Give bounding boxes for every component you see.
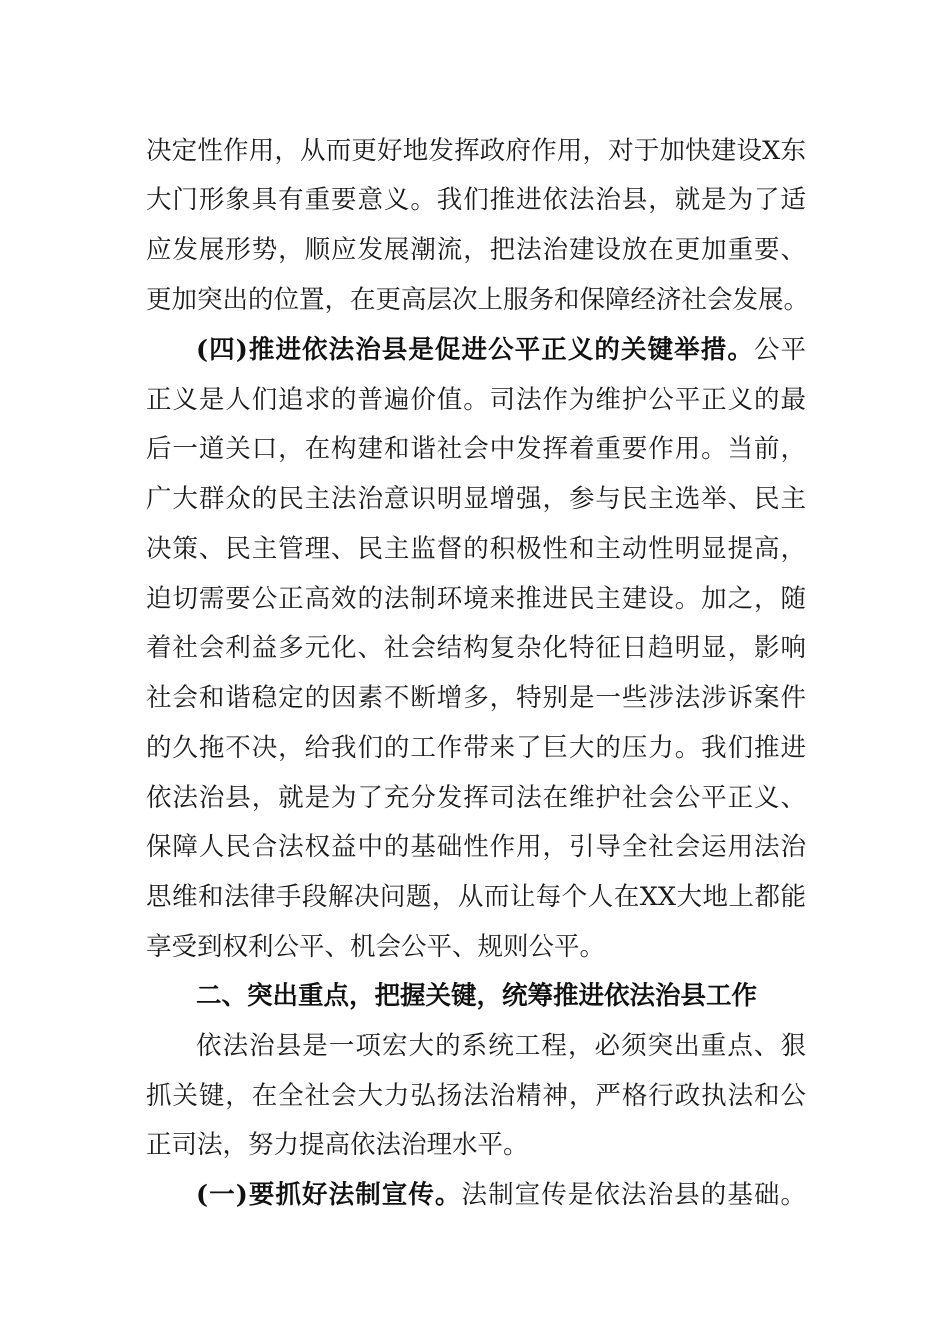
paragraph-2-line-2: 正义是人们追求的普遍价值。司法作为维护公平正义的最 <box>146 385 806 415</box>
paragraph-2-line-11: 保障人民合法权益中的基础性作用，引导全社会运用法治 <box>146 832 806 862</box>
paragraph-2-line-1 <box>196 330 806 370</box>
paragraph-2-line-10: 依法治县，就是为了充分发挥司法在维护社会公平正义、 <box>146 783 806 813</box>
paragraph-2-line-4: 广大群众的民主法治意识明显增强，参与民主选举、民主 <box>146 484 806 514</box>
paragraph-4-line-1 <box>196 1175 806 1215</box>
paragraph-2-line-7: 着社会利益多元化、社会结构复杂化特征日趋明显，影响 <box>146 633 806 663</box>
paragraph-1-line-2: 大门形象具有重要意义。我们推进依法治县，就是为了适 <box>146 185 806 215</box>
paragraph-2-line-6: 迫切需要公正高效的法制环境来推进民主建设。加之，随 <box>146 584 806 614</box>
paragraph-3-line-2: 抓关键，在全社会大力弘扬法治精神，严格行政执法和公 <box>146 1081 806 1111</box>
paragraph-1-line-3: 应发展形势，顺应发展潮流，把法治建设放在更加重要、 <box>146 235 806 265</box>
paragraph-3-line-3: 正司法，努力提高依法治理水平。 <box>146 1130 529 1160</box>
paragraph-4-bold-lead: (一)要抓好法制宣传。 <box>196 1180 462 1210</box>
paragraph-2-line-13: 享受到权利公平、机会公平、规则公平。 <box>146 932 606 962</box>
paragraph-2-line-9: 的久拖不决，给我们的工作带来了巨大的压力。我们推进 <box>146 733 806 763</box>
paragraph-4-line-1-rest: 法制宣传是依法治县的基础。 <box>461 1180 806 1210</box>
paragraph-2-line-12: 思维和法律手段解决问题，从而让每个人在XX大地上都能 <box>146 882 806 912</box>
paragraph-3-line-1: 依法治县是一项宏大的系统工程，必须突出重点、狠 <box>196 1031 806 1061</box>
paragraph-2-bold-lead: (四)推进依法治县是促进公平正义的关键举措。 <box>196 335 754 365</box>
paragraph-1-line-4: 更加突出的位置，在更高层次上服务和保障经济社会发展。 <box>146 285 810 315</box>
paragraph-2-line-8: 社会和谐稳定的因素不断增多，特别是一些涉法涉诉案件 <box>146 683 806 713</box>
section-heading-2: 二、突出重点，把握关键，统筹推进依法治县工作 <box>196 981 758 1011</box>
paragraph-1-line-1: 决定性作用，从而更好地发挥政府作用，对于加快建设X东 <box>146 136 806 166</box>
paragraph-2-line-1-rest: 公平 <box>753 335 806 365</box>
paragraph-2-line-5: 决策、民主管理、民主监督的积极性和主动性明显提高， <box>146 534 806 564</box>
paragraph-2-line-3: 后一道关口，在构建和谐社会中发挥着重要作用。当前， <box>146 434 806 464</box>
